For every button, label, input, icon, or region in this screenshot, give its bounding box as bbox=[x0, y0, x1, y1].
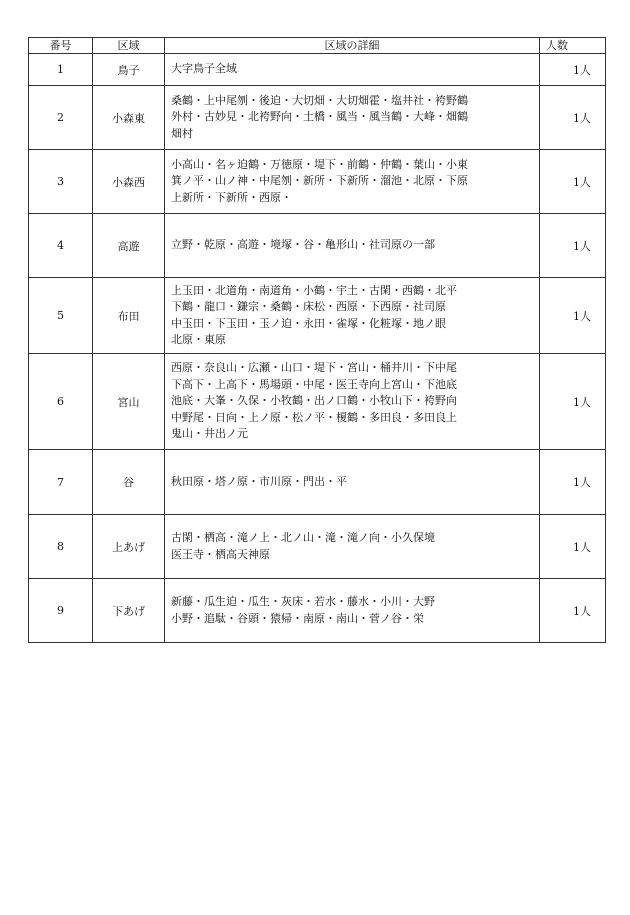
header-details: 区域の詳細 bbox=[165, 38, 540, 54]
table-body bbox=[29, 54, 606, 643]
detail-line: 下高下・上高下・馬場頭・中尾・医王寺向上宮山・下池底 bbox=[171, 377, 457, 391]
detail-line: 外村・古妙見・北袴野向・土橋・風当・風当鶴・大峰・畑鶴 bbox=[171, 110, 468, 124]
header-area: 区域 bbox=[93, 38, 165, 54]
detail-line: 上新所・下新所・西原・ bbox=[171, 190, 292, 204]
table-row bbox=[29, 515, 606, 579]
detail-line: 池底・大峯・久保・小牧鶴・出ノ口鶴・小牧山下・袴野向 bbox=[171, 394, 457, 408]
detail-line: 立野・乾原・高遊・境塚・谷・亀形山・社司原の一部 bbox=[171, 238, 435, 252]
row-count: 1人 bbox=[540, 278, 606, 354]
row-count: 1人 bbox=[540, 150, 606, 214]
row-area: 高遊 bbox=[93, 214, 165, 278]
table-header-row bbox=[29, 38, 606, 54]
detail-line: 上玉田・北道角・南道角・小鶴・宇土・古閑・西鶴・北平 bbox=[171, 283, 457, 297]
detail-line: 大字鳥子全域 bbox=[171, 62, 237, 76]
row-number: 2 bbox=[29, 86, 93, 150]
row-count: 1人 bbox=[540, 579, 606, 643]
row-area: 小森西 bbox=[93, 150, 165, 214]
detail-line: 中野尾・日向・上ノ原・松ノ平・榎鶴・多田良・多田良上 bbox=[171, 410, 457, 424]
detail-line: 中玉田・下玉田・玉ノ迫・永田・雀塚・化粧塚・地ノ眼 bbox=[171, 316, 446, 330]
row-area: 鳥子 bbox=[93, 54, 165, 86]
row-details bbox=[165, 515, 540, 579]
header-count: 人数 bbox=[540, 38, 606, 54]
row-area: 小森東 bbox=[93, 86, 165, 150]
row-details bbox=[165, 54, 540, 86]
table-row bbox=[29, 354, 606, 450]
detail-line: 鬼山・井出ノ元 bbox=[171, 427, 248, 441]
row-details bbox=[165, 214, 540, 278]
row-count: 1人 bbox=[540, 354, 606, 450]
row-area: 谷 bbox=[93, 450, 165, 515]
header-number: 番号 bbox=[29, 38, 93, 54]
row-details bbox=[165, 579, 540, 643]
table-row bbox=[29, 54, 606, 86]
row-number: 8 bbox=[29, 515, 93, 579]
row-details bbox=[165, 86, 540, 150]
row-details bbox=[165, 278, 540, 354]
detail-line: 箕ノ平・山ノ神・中尾刎・新所・下新所・溜池・北原・下原 bbox=[171, 174, 468, 188]
row-details bbox=[165, 150, 540, 214]
row-number: 3 bbox=[29, 150, 93, 214]
detail-line: 桑鶴・上中尾刎・後迫・大切畑・大切畑霍・塩井社・袴野鶴 bbox=[171, 93, 468, 107]
district-table bbox=[28, 37, 606, 643]
table-row bbox=[29, 278, 606, 354]
detail-line: 下鶴・龍口・鎌宗・桑鶴・床松・西原・下西原・社司原 bbox=[171, 300, 446, 313]
detail-line: 小野・追駄・谷頭・猿帰・南原・南山・菅ノ谷・栄 bbox=[171, 611, 424, 625]
row-number: 6 bbox=[29, 354, 93, 450]
row-details bbox=[165, 450, 540, 515]
row-area: 宮山 bbox=[93, 354, 165, 450]
detail-line: 古閑・栖高・滝ノ上・北ノ山・滝・滝ノ向・小久保境 bbox=[171, 531, 435, 544]
table-row bbox=[29, 450, 606, 515]
row-area: 上あげ bbox=[93, 515, 165, 579]
row-number: 1 bbox=[29, 54, 93, 86]
row-number: 4 bbox=[29, 214, 93, 278]
detail-line: 西原・奈良山・広瀬・山口・堤下・宮山・桶井川・下中尾 bbox=[171, 361, 457, 375]
row-count: 1人 bbox=[540, 214, 606, 278]
table-row bbox=[29, 214, 606, 278]
detail-line: 畑村 bbox=[171, 126, 193, 140]
detail-line: 北原・東原 bbox=[171, 333, 226, 346]
row-count: 1人 bbox=[540, 54, 606, 86]
detail-line: 新藤・瓜生迫・瓜生・灰床・若水・藤水・小川・大野 bbox=[171, 595, 435, 608]
detail-line: 秋田原・塔ノ原・市川原・門出・平 bbox=[171, 474, 347, 488]
row-count: 1人 bbox=[540, 450, 606, 515]
row-count: 1人 bbox=[540, 86, 606, 150]
row-number: 9 bbox=[29, 579, 93, 643]
row-area: 布田 bbox=[93, 278, 165, 354]
row-count: 1人 bbox=[540, 515, 606, 579]
table-row bbox=[29, 579, 606, 643]
row-number: 5 bbox=[29, 278, 93, 354]
table-row bbox=[29, 150, 606, 214]
detail-line: 医王寺・栖高天神原 bbox=[171, 547, 270, 561]
row-number: 7 bbox=[29, 450, 93, 515]
document-page bbox=[28, 37, 605, 643]
row-area: 下あげ bbox=[93, 579, 165, 643]
row-details bbox=[165, 354, 540, 450]
table-row bbox=[29, 86, 606, 150]
detail-line: 小高山・名ヶ迫鶴・万徳原・堤下・前鶴・仲鶴・葉山・小東 bbox=[171, 157, 468, 171]
